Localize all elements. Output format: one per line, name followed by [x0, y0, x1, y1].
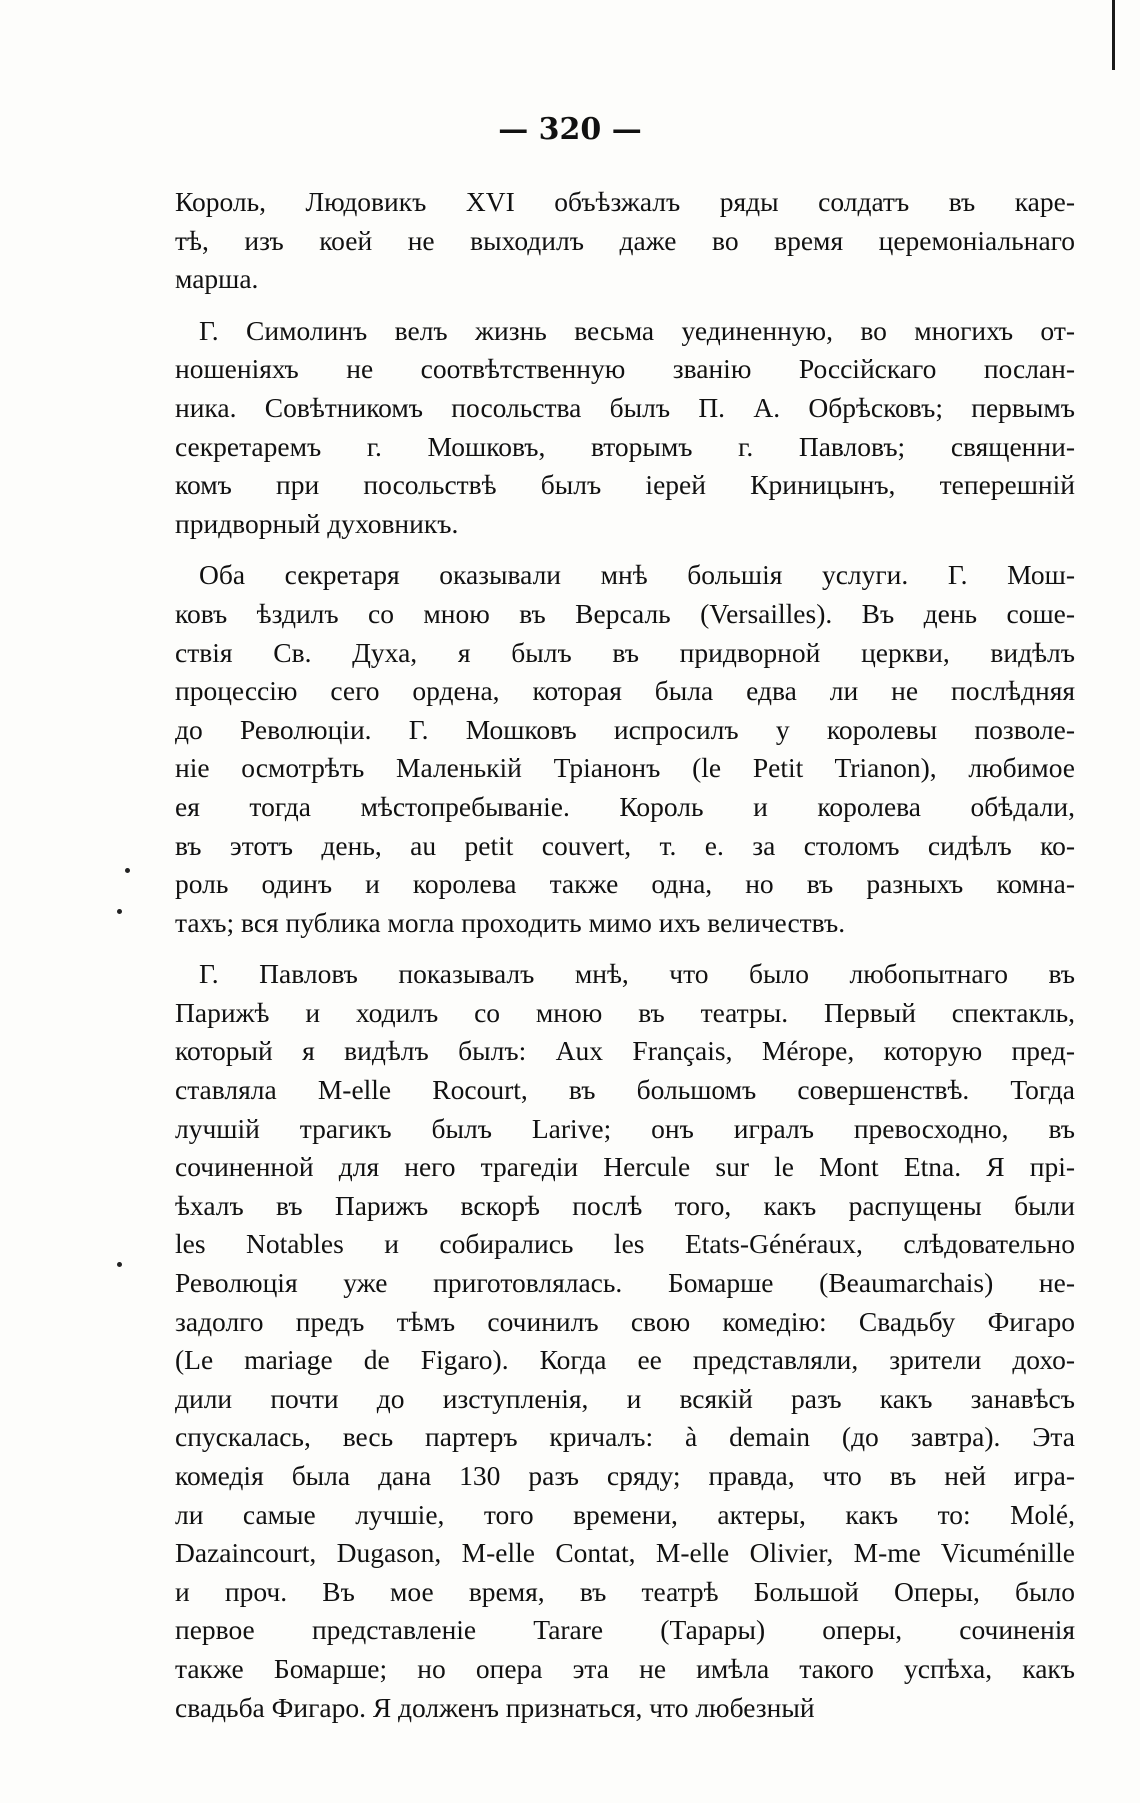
text-line: комедія была дана 130 разъ сряду; правда, что въ ней игра- [175, 1460, 1075, 1491]
body-text [175, 183, 1075, 1727]
text-line: ѣхалъ въ Парижъ вскорѣ послѣ того, какъ распущены были [175, 1189, 1075, 1221]
text-line: Оба секретаря оказывали мнѣ большія услуги. Г. Мош- [199, 559, 1075, 591]
text-line: первое представленіе Tarare (Тарары) оперы, сочиненія [175, 1614, 1075, 1646]
text-line: марша. [175, 263, 259, 295]
scan-speck [125, 868, 130, 873]
text-line: дили почти до изступленія, и всякій разъ какъ занавѣсъ [175, 1382, 1075, 1414]
text-line: который я видѣлъ былъ: Aux Français, Mérope, которую пред- [175, 1035, 1075, 1067]
scan-edge-line [1112, 0, 1115, 70]
text-line: Dazaincourt, Dugason, M-elle Contat, M-elle Olivier, M-me Vicuménille [175, 1537, 1075, 1569]
paragraph [175, 556, 1075, 942]
text-line: ствія Св. Духа, я былъ въ придворной церкви, видѣлъ [175, 636, 1075, 668]
text-line: спускалась, весь партеръ кричалъ: à demain (до завтра). Эта [175, 1421, 1075, 1453]
text-line: комъ при посольствѣ былъ іерей Криницынъ, теперешній [175, 469, 1075, 501]
paragraph-gap [175, 942, 1075, 955]
paragraph-gap [175, 543, 1075, 556]
text-line: задолго предъ тѣмъ сочинилъ свою комедію: Свадьбу Фигаро [175, 1305, 1075, 1337]
text-line: процессію сего ордена, которая была едва ли не послѣдняя [175, 675, 1075, 707]
text-line: Парижѣ и ходилъ со мною въ театры. Первый спектакль, [175, 996, 1075, 1028]
page-number: — 320 — [498, 112, 642, 147]
text-line: секретаремъ г. Мошковъ, вторымъ г. Павловъ; священни- [175, 430, 1075, 462]
text-line: ли самые лучшіе, того времени, актеры, какъ то: Molé, [175, 1498, 1075, 1530]
paragraph [175, 955, 1075, 1727]
text-line: ніе осмотрѣть Маленькій Тріанонъ (le Petit Trianon), любимое [175, 752, 1075, 784]
text-line: Г. Павловъ показывалъ мнѣ, что было любопытнаго въ [199, 958, 1075, 990]
text-line: Король, Людовикъ XVI объѣзжалъ ряды солдатъ въ каре- [175, 186, 1075, 217]
text-line: свадьба Фигаро. Я долженъ признаться, что любезный [175, 1691, 815, 1723]
text-line: придворный духовникъ. [175, 507, 459, 539]
text-line: ея тогда мѣстопребываніе. Король и королева обѣдали, [175, 790, 1075, 822]
text-line: также Бомарше; но опера эта не имѣла такого успѣха, какъ [175, 1652, 1075, 1684]
paragraph [175, 183, 1075, 299]
text-line: Г. Симолинъ велъ жизнь весьма уединенную, во многихъ от- [199, 314, 1075, 346]
text-line: ника. Совѣтникомъ посольства былъ П. А. Обрѣсковъ; первымъ [175, 391, 1075, 423]
text-line: ставляла M-elle Rocourt, въ большомъ совершенствѣ. Тогда [175, 1074, 1075, 1106]
paragraph [175, 312, 1075, 544]
scan-speck [117, 1262, 122, 1267]
text-line: тѣ, изъ коей не выходилъ даже во время церемоніальнаго [175, 224, 1075, 256]
text-line: Революція уже приготовлялась. Бомарше (Beaumarchais) не- [175, 1267, 1075, 1299]
text-line: въ этотъ день, au petit couvert, т. е. за столомъ сидѣлъ ко- [175, 829, 1075, 861]
text-line: лучшій трагикъ былъ Larive; онъ игралъ превосходно, въ [175, 1112, 1075, 1144]
text-line: до Революціи. Г. Мошковъ испросилъ у королевы позволе- [175, 713, 1075, 745]
text-line: (Le mariage de Figaro). Когда ее представляли, зрители дохо- [175, 1344, 1075, 1376]
paragraph-gap [175, 299, 1075, 312]
text-line: роль одинъ и королева также одна, но въ разныхъ комна- [175, 868, 1075, 900]
text-line: сочиненной для него трагедіи Hercule sur le Mont Etna. Я прі- [175, 1151, 1075, 1183]
text-line: ношеніяхъ не соотвѣтственную званію Россійскаго послан- [175, 353, 1075, 385]
text-line: и проч. Въ мое время, въ театрѣ Большой Оперы, было [175, 1575, 1075, 1607]
text-line: тахъ; вся публика могла проходить мимо ихъ величествъ. [175, 906, 846, 938]
scan-speck [117, 909, 122, 914]
text-line: ковъ ѣздилъ со мною въ Версаль (Versailles). Въ день соше- [175, 597, 1075, 629]
text-line: les Notables и собирались les Etats-Généraux, слѣдовательно [175, 1228, 1075, 1260]
